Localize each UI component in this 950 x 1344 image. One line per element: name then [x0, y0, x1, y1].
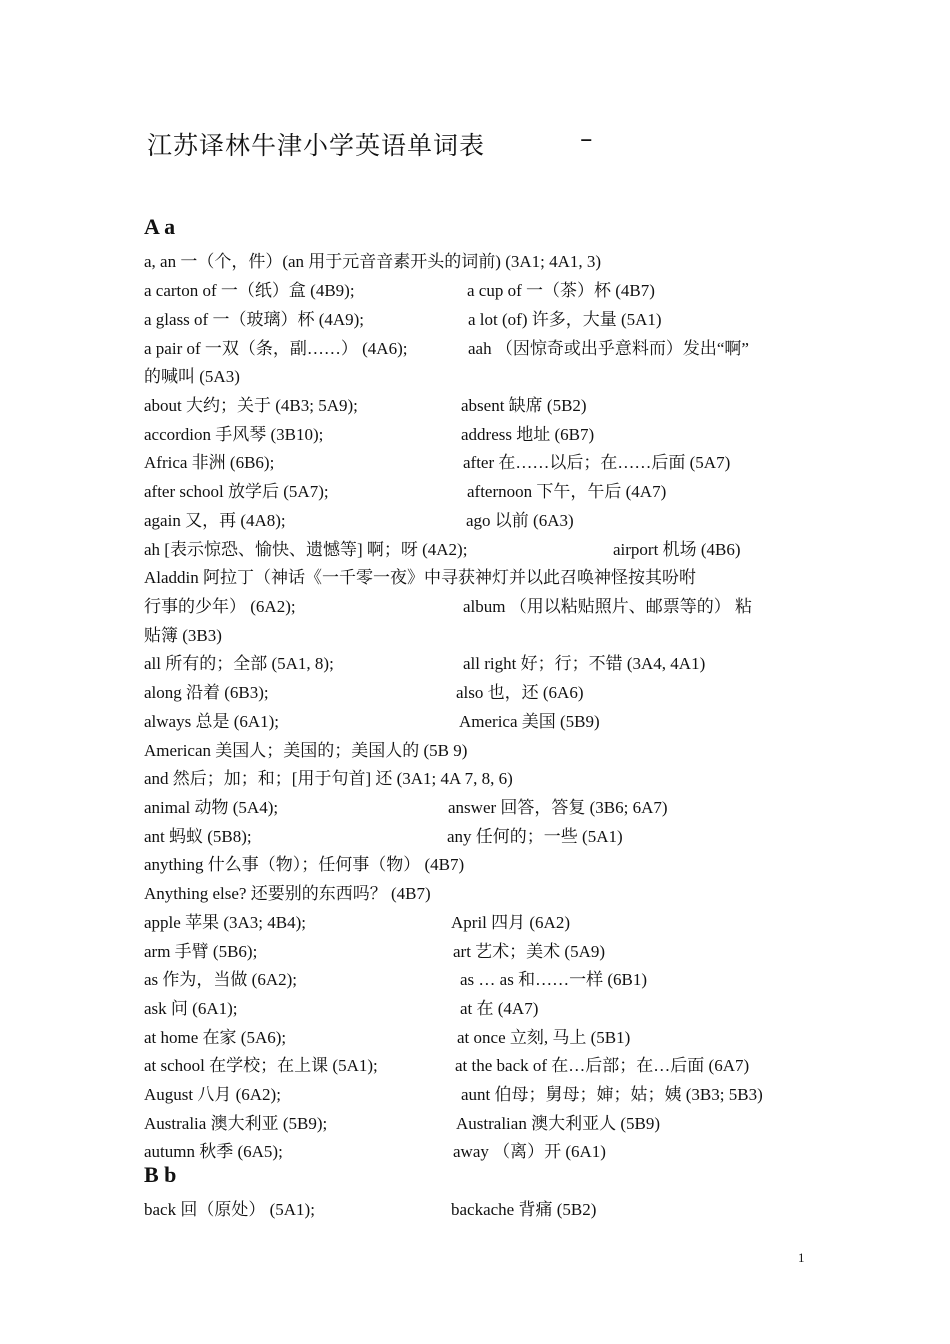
entry-left: autumn 秋季 (6A5); [144, 1142, 283, 1161]
section-heading-b: B b [144, 1162, 177, 1187]
entry-right: address 地址 (6B7) [461, 425, 595, 444]
entry-right: a lot (of) 许多，大量 (5A1) [468, 310, 662, 329]
entry-left: 的喊叫 (5A3) [144, 367, 240, 386]
entry-right: backache 背痛 (5B2) [451, 1200, 597, 1219]
entry-left: a glass of 一（玻璃）杯 (4A9); [144, 310, 365, 329]
entry-left: along 沿着 (6B3); [144, 683, 269, 702]
entry-right: afternoon 下午，午后 (4A7) [467, 482, 667, 501]
entry-left: and 然后；加；和；[用于句首] 还 (3A1; 4A 7, 8, 6) [144, 769, 513, 788]
entry-left: ask 问 (6A1); [144, 999, 238, 1018]
entry-left: arm 手臂 (5B6); [144, 942, 258, 961]
entry-left: August 八月 (6A2); [144, 1085, 281, 1104]
entry-left: after school 放学后 (5A7); [144, 482, 329, 501]
entry-right: at 在 (4A7) [460, 999, 539, 1018]
entry-left: always 总是 (6A1); [144, 712, 280, 731]
page-title: 江苏译林牛津小学英语单词表 [147, 131, 486, 160]
entry-right: aah （因惊奇或出乎意料而）发出“啊” [468, 339, 749, 358]
entry-left: 贴簿 (3B3) [144, 626, 222, 645]
entry-left: as 作为，当做 (6A2); [144, 970, 297, 989]
entry-left: accordion 手风琴 (3B10); [144, 425, 324, 444]
entry-right: any 任何的；一些 (5A1) [447, 827, 623, 846]
entry-left: again 又，再 (4A8); [144, 511, 286, 530]
entry-left: ah [表示惊恐、愉快、遗憾等] 啊；呀 (4A2); [144, 540, 468, 559]
entry-left: all 所有的；全部 (5A1, 8); [144, 654, 334, 673]
entry-right: answer 回答，答复 (3B6; 6A7) [448, 798, 668, 817]
entry-right: away （离）开 (6A1) [453, 1142, 606, 1161]
entry-right: April 四月 (6A2) [451, 913, 570, 932]
entry-right: all right 好；行；不错 (3A4, 4A1) [463, 654, 706, 673]
title-dash: – [580, 124, 593, 153]
entry-right: at the back of 在…后部；在…后面 (6A7) [455, 1056, 750, 1075]
entry-left: Africa 非洲 (6B6); [144, 453, 275, 472]
entry-left: back 回（原处） (5A1); [144, 1200, 315, 1219]
entry-left: at home 在家 (5A6); [144, 1028, 287, 1047]
entry-right: airport 机场 (4B6) [613, 540, 741, 559]
entry-left: animal 动物 (5A4); [144, 798, 279, 817]
entry-right: aunt 伯母；舅母；婶；姑；姨 (3B3; 5B3) [461, 1085, 763, 1104]
page-number: 1 [798, 1250, 805, 1265]
entry-left: at school 在学校；在上课 (5A1); [144, 1056, 378, 1075]
entry-left: apple 苹果 (3A3; 4B4); [144, 913, 306, 932]
entry-left: a carton of 一（纸）盒 (4B9); [144, 281, 355, 300]
entry-right: America 美国 (5B9) [459, 712, 600, 731]
entry-right: as … as 和……一样 (6B1) [460, 970, 647, 989]
entry-left: a pair of 一双（条，副……） (4A6); [144, 339, 408, 358]
entry-left: Aladdin 阿拉丁（神话《一千零一夜》中寻获神灯并以此召唤神怪按其吩咐 [144, 568, 697, 587]
entry-left: 行事的少年） (6A2); [144, 597, 296, 616]
section-heading-a: A a [144, 214, 176, 239]
entry-left: ant 蚂蚁 (5B8); [144, 827, 252, 846]
entry-right: ago 以前 (6A3) [466, 511, 574, 530]
entry-right: art 艺术；美术 (5A9) [453, 942, 606, 961]
entry-right: also 也，还 (6A6) [456, 683, 584, 702]
entry-right: at once 立刻, 马上 (5B1) [457, 1028, 631, 1047]
entry-left: Anything else? 还要别的东西吗？ (4B7) [144, 884, 431, 903]
entry-left: a, an 一（个，件）(an 用于元音音素开头的词前) (3A1; 4A1, 3) [144, 252, 602, 271]
entry-right: album （用以粘贴照片、邮票等的） 粘 [463, 597, 752, 616]
entry-right: a cup of 一（茶）杯 (4B7) [467, 281, 655, 300]
entry-right: after 在……以后；在……后面 (5A7) [463, 453, 731, 472]
entry-left: about 大约；关于 (4B3; 5A9); [144, 396, 358, 415]
entry-right: Australian 澳大利亚人 (5B9) [456, 1114, 660, 1133]
entry-left: anything 什么事（物）；任何事（物） (4B7) [144, 855, 465, 874]
entry-left: American 美国人；美国的；美国人的 (5B 9) [144, 741, 468, 760]
entry-right: absent 缺席 (5B2) [461, 396, 587, 415]
entry-left: Australia 澳大利亚 (5B9); [144, 1114, 328, 1133]
